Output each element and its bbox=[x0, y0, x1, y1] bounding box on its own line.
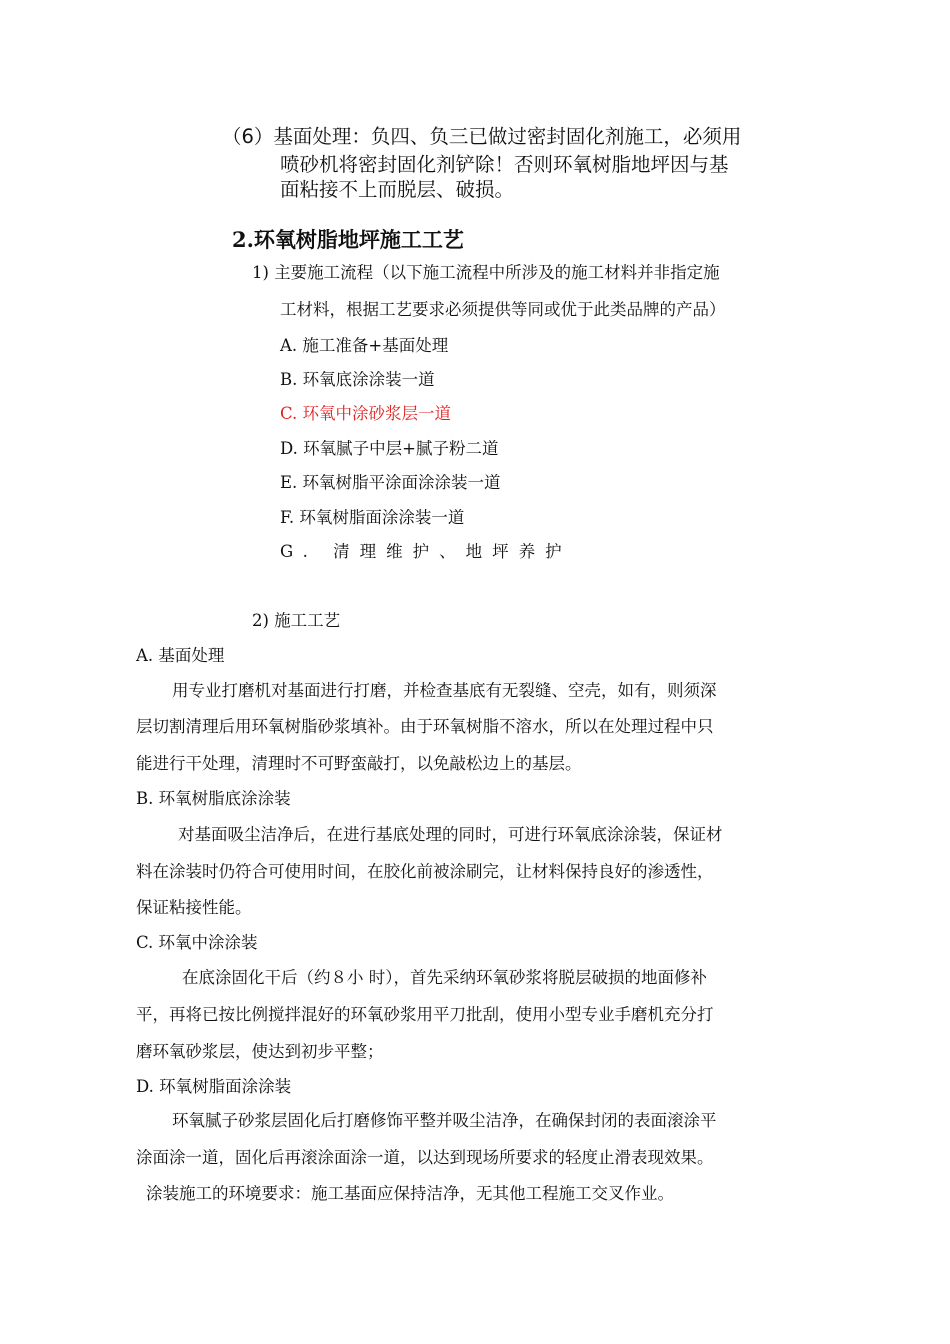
section-title: 2.环氧树脂地坪施工工艺 bbox=[232, 227, 464, 252]
intro-line-3: 面粘接不上而脱层、破损。 bbox=[280, 178, 515, 201]
craft-section-b-line-3: 保证粘接性能。 bbox=[136, 898, 252, 917]
craft-section-a-line-2: 层切割清理后用环氧树脂砂浆填补。由于环氧树脂不溶水，所以在处理过程中只 bbox=[136, 717, 714, 736]
craft-section-c-title: C. 环氧中涂涂装 bbox=[136, 933, 258, 952]
process-step-d: D. 环氧腻子中层+腻子粉二道 bbox=[280, 439, 499, 458]
craft-section-d-title: D. 环氧树脂面涂涂装 bbox=[136, 1077, 292, 1096]
craft-section-c-line-1: 在底涂固化干后（约８小 时），首先采纳环氧砂浆将脱层破损的地面修补 bbox=[182, 968, 707, 987]
process-step-c: C. 环氧中涂砂浆层一道 bbox=[280, 404, 452, 423]
process-heading-line-2: 工材料，根据工艺要求必须提供等同或优于此类品牌的产品） bbox=[280, 300, 726, 319]
craft-section-a-line-3: 能进行干处理，清理时不可野蛮敲打，以免敲松边上的基层。 bbox=[136, 754, 582, 773]
craft-section-b-line-1: 对基面吸尘洁净后，在进行基底处理的同时，可进行环氧底涂涂装，保证材 bbox=[178, 825, 723, 844]
craft-section-c-line-2: 平，再将已按比例搅拌混好的环氧砂浆用平刀批刮，使用小型专业手磨机充分打 bbox=[136, 1005, 714, 1024]
process-step-b: B. 环氧底涂涂装一道 bbox=[280, 370, 435, 389]
craft-section-d-line-2: 涂面涂一道，固化后再滚涂面涂一道，以达到现场所要求的轻度止滑表现效果。 bbox=[136, 1148, 714, 1167]
process-step-f: F. 环氧树脂面涂涂装一道 bbox=[280, 508, 465, 527]
craft-section-b-line-2: 料在涂装时仍符合可使用时间，在胶化前被涂刷完，让材料保持良好的渗透性， bbox=[136, 862, 714, 881]
process-heading-line-1: 1) 主要施工流程（以下施工流程中所涉及的施工材料并非指定施 bbox=[252, 263, 720, 282]
process-step-a: A. 施工准备+基面处理 bbox=[280, 336, 449, 355]
intro-line-1: （6）基面处理：负四、负三已做过密封固化剂施工，必须用 bbox=[222, 125, 742, 148]
craft-section-d-line-3: 涂装施工的环境要求：施工基面应保持洁净，无其他工程施工交叉作业。 bbox=[146, 1184, 674, 1203]
craft-section-c-line-3: 磨环氧砂浆层，使达到初步平整； bbox=[136, 1042, 384, 1061]
craft-section-a-line-1: 用专业打磨机对基面进行打磨，并检查基底有无裂缝、空壳，如有，则须深 bbox=[172, 681, 717, 700]
craft-section-a-title: A. 基面处理 bbox=[136, 646, 225, 665]
craft-section-b-title: B. 环氧树脂底涂涂装 bbox=[136, 789, 291, 808]
craft-section-d-line-1: 环氧腻子砂浆层固化后打磨修饰平整并吸尘洁净，在确保封闭的表面滚涂平 bbox=[172, 1111, 717, 1130]
process-step-e: E. 环氧树脂平涂面涂涂装一道 bbox=[280, 473, 501, 492]
process-step-g: G. 清理维护、地坪养护 bbox=[280, 542, 572, 561]
intro-line-2: 喷砂机将密封固化剂铲除！否则环氧树脂地坪因与基 bbox=[280, 153, 729, 176]
craft-heading: 2) 施工工艺 bbox=[252, 611, 341, 630]
